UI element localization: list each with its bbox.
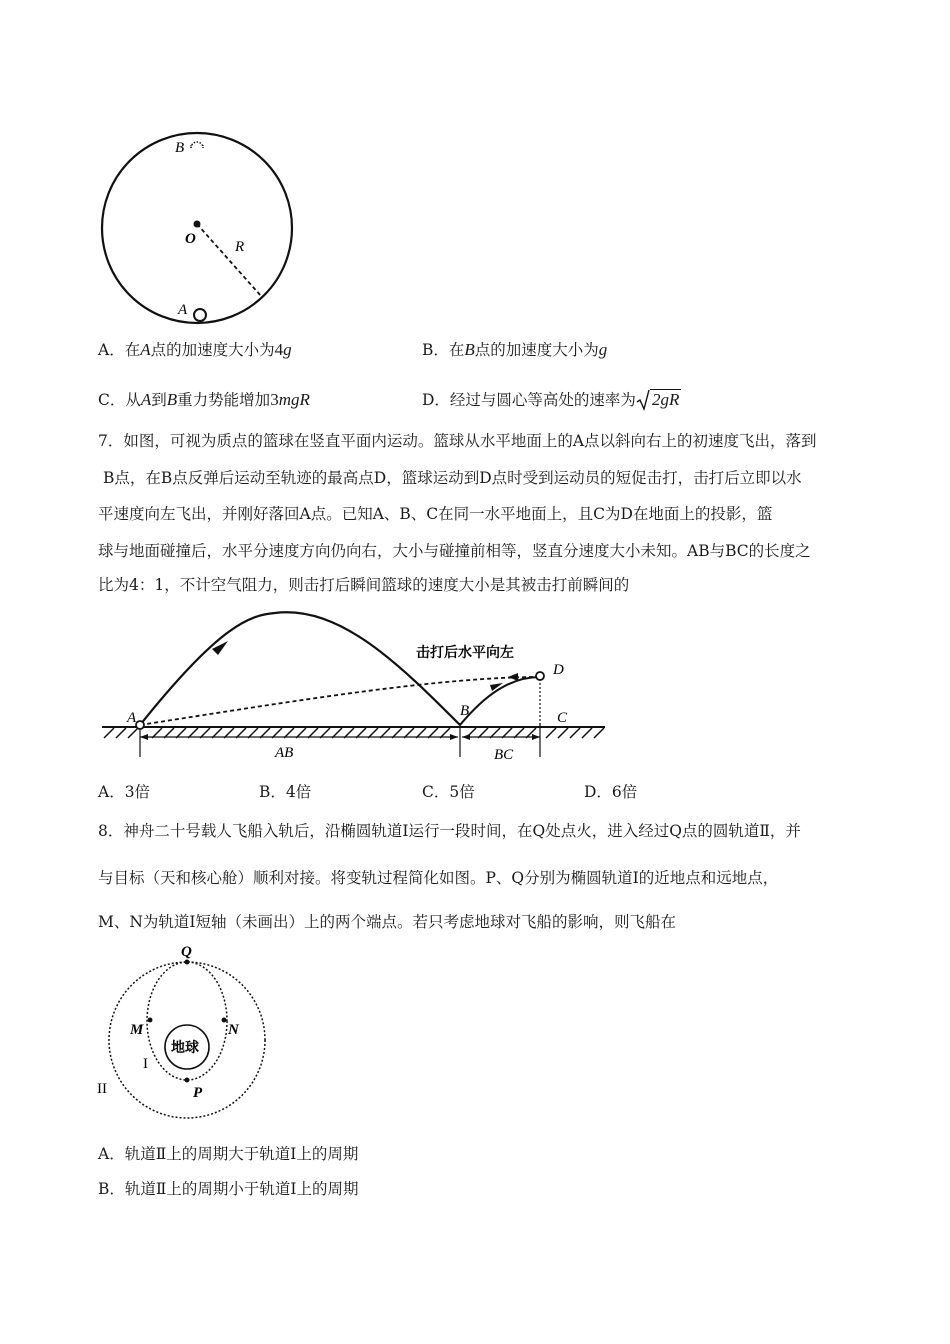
q6-option-d: D．经过与圆心等高处的速率为 2gR [422,390,680,409]
q8-orbit-figure [95,940,285,1135]
label-a: A [178,302,188,318]
trajectory-d-to-a [140,677,540,725]
q7-line-2: B点，在B点反弹后运动至轨迹的最高点D，篮球运动到D点时受到运动员的短促击打，击打后立即以水 [103,469,802,487]
point-n [222,1018,227,1023]
q7-option-c: C．5倍 [422,783,475,801]
point-m [148,1018,153,1023]
trajectory-a-to-b [140,612,460,725]
label-ab: AB [275,745,294,761]
q8-option-a: A．轨道Ⅱ上的周期大于轨道Ⅰ上的周期 [98,1145,359,1163]
q7-line-5: 比为4：1，不计空气阻力，则击打后瞬间篮球的速度大小是其被击打前瞬间的 [98,576,630,594]
point-q [185,960,190,965]
ball-at-a [136,721,144,729]
label-q: Q [181,944,192,960]
label-a: A [127,710,137,726]
q6-option-c: C．从A到B重力势能增加3mgR [98,390,310,409]
label-o: O [185,231,196,247]
q8-line-1: 8．神舟二十号载人飞船入轨后，沿椭圆轨道Ⅰ运行一段时间，在Q处点火，进入经过Q点的圆轨道Ⅱ，并 [98,822,801,840]
ball-a [194,309,206,321]
q7-option-d: D．6倍 [584,783,638,801]
label-bc: BC [494,747,514,763]
q7-option-a: A．3倍 [98,783,151,801]
bc-arrow-right [532,734,540,740]
q7-option-b: B．4倍 [259,783,312,801]
label-r: R [235,239,245,255]
bc-arrow-left [462,734,470,740]
label-n: N [228,1022,239,1038]
q7-line-1: 7．如图，可视为质点的篮球在竖直平面内运动。篮球从水平地面上的A点以斜向右上的初速度飞出，落到 [98,432,817,450]
label-d: D [553,662,564,678]
arrow-da-trajectory [508,673,518,681]
earth-label: 地球 [171,1040,199,1056]
q6-circle-figure [95,130,300,330]
label-b: B [460,703,470,719]
label-c: C [557,710,568,726]
ball-b-dotted [191,142,203,148]
sqrt-expression: 2gR [636,389,681,411]
label-b: B [175,140,185,156]
ab-arrow-left [140,734,148,740]
hit-direction-label: 击打后水平向左 [416,645,514,661]
q6-option-b: B．在B点的加速度大小为g [422,340,608,359]
q8-option-b: B．轨道Ⅱ上的周期小于轨道Ⅰ上的周期 [98,1180,359,1198]
q7-line-3: 平速度向左飞出，并刚好落回A点。已知A、B、C在同一水平地面上，且C为D在地面上的投影，篮 [98,505,773,523]
label-p: P [193,1085,203,1101]
q8-line-3: M、N为轨道Ⅰ短轴（未画出）上的两个端点。若只考虑地球对飞船的影响，则飞船在 [98,913,677,931]
q7-basketball-figure [100,605,610,770]
q8-line-2: 与目标（天和核心舱）顺利对接。将变轨过程简化如图。P、Q分别为椭圆轨道Ⅰ的近地点和远地点， [98,869,779,887]
radical-sign-icon [636,389,650,411]
label-orbit-i: I [143,1056,148,1072]
vertical-circle-track [102,133,292,323]
label-orbit-ii: II [97,1081,107,1097]
point-p [185,1078,190,1083]
ab-arrow-right [450,734,458,740]
label-m: M [130,1022,144,1038]
radius-line [197,224,261,296]
q7-line-4: 球与地面碰撞后，水平分速度方向仍向右，大小与碰撞前相等，竖直分速度大小未知。AB与BC的长度之 [98,542,811,560]
q6-option-a: A．在A点的加速度大小为4g [98,340,292,359]
ball-at-d [536,672,544,680]
